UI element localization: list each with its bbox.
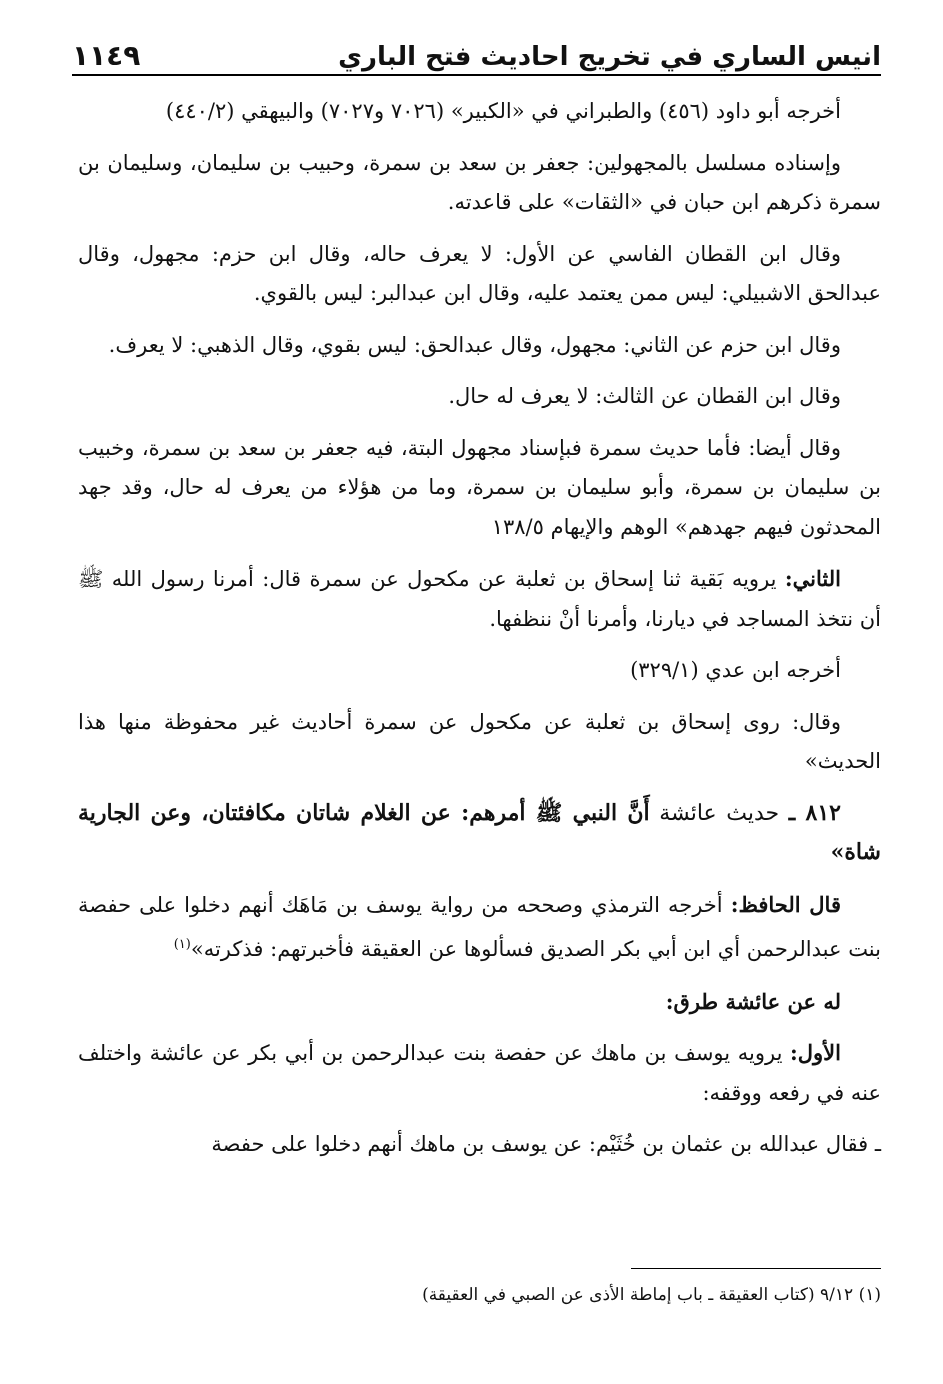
hadith-lead: حديث عائشة — [649, 800, 789, 826]
paragraph-ibn-adi: أخرجه ابن عدي (٣٢٩/١) — [630, 658, 841, 682]
paragraph-ibn-adi-quote: وقال: روى إسحاق بن ثعلبة عن مكحول عن سمرة أحاديث غير محفوظة منها هذا الحديث» — [78, 709, 881, 773]
paragraph-ibn-hazm-second: وقال ابن حزم عن الثاني: مجهول، وقال عبدالحق: ليس بقوي، وقال الذهبي: لا يعرف. — [108, 332, 841, 357]
paragraph-thani — [78, 559, 881, 639]
hafiz-text: أخرجه الترمذي وصححه من رواية يوسف بن مَاهَك أنهم دخلوا على حفصة بنت عبدالرحمن أي ابن أبي بكر الصديق فسألوها عن العقيقة فأخبرتهم: فذكرته» — [78, 892, 881, 961]
footnote-text: ٩/١٢ (كتاب العقيقة ـ باب إماطة الأذى عن الصبي في العقيقة) — [422, 1285, 859, 1305]
hadith-heading — [78, 794, 881, 873]
paragraph-ibn-qattan-first: وقال ابن القطان الفاسي عن الأول: لا يعرف حاله، وقال ابن حزم: مجهول، وقال عبدالحق الاشبيلي: ليس ممن يعتمد عليه، وقال ابن عبدالبر: ليس بالقوي. — [78, 241, 881, 305]
paragraph-turuq: له عن عائشة طرق: — [665, 988, 841, 1014]
hadith-number: ٨١٢ ـ — [788, 799, 841, 826]
hafiz-label: قال الحافظ: — [730, 891, 841, 917]
paragraph-ibn-qattan-third: وقال ابن القطان عن الثالث: لا يعرف له حال. — [448, 384, 841, 408]
awwal-text: يرويه يوسف بن ماهك عن حفصة بنت عبدالرحمن بن أبي بكر عن عائشة واختلف عنه في رفعه ووقفه: — [78, 1041, 881, 1105]
awwal-label: الأول: — [790, 1040, 841, 1065]
running-title: انيس الساري في تخريج احاديث فتح الباري — [338, 42, 881, 72]
paragraph-last-line: ـ فقال عبدالله بن عثمان بن خُثَيْم: عن يوسف بن ماهك أنهم دخلوا على حفصة — [211, 1132, 881, 1156]
hadith-text: أَنَّ النبي ﷺ أمرهم: عن الغلام شاتان مكافئتان، وعن الجارية شاة» — [78, 799, 881, 865]
paragraph-takhrij: أخرجه أبو داود (٤٥٦) والطبراني في «الكبير» (٧٠٢٦ و٧٠٢٧) والبيهقي (٤٤٠/٢) — [165, 99, 841, 123]
paragraph-awwal — [78, 1033, 881, 1113]
paragraph-qala-aydan: وقال أيضا: فأما حديث سمرة فبإسناد مجهول البتة، فيه جعفر بن سعد بن سمرة، وخبيب بن سليمان بن سمرة، وأبو سليمان بن سمرة، وما من هؤلاء من يعرف له حال، وقد جهد المحدثون فيهم جهدهم» الوهم والإيهام ١٣٨/٥ — [78, 435, 881, 539]
footnote-mark: (١) — [858, 1285, 881, 1305]
page-body — [78, 92, 881, 1177]
thani-text: يرويه بَقية ثنا إسحاق بن ثعلبة عن مكحول عن سمرة قال: أمرنا رسول الله ﷺ أن نتخذ المساجد في ديارنا، وأمرنا أنْ ننظفها. — [78, 567, 881, 631]
footnote — [78, 1280, 881, 1310]
page-number: ١١٤٩ — [72, 39, 141, 72]
paragraph-hafiz — [78, 885, 881, 970]
footnote-divider — [631, 1268, 881, 1269]
paragraph-isnad: وإسناده مسلسل بالمجهولين: جعفر بن سعد بن سمرة، وحبيب بن سليمان، وسليمان بن سمرة ذكرهم ابن حبان في «الثقات» على قاعدته. — [78, 150, 881, 214]
page-header — [72, 30, 881, 76]
footnote-reference: (١) — [173, 937, 191, 952]
thani-label: الثاني: — [784, 566, 841, 591]
